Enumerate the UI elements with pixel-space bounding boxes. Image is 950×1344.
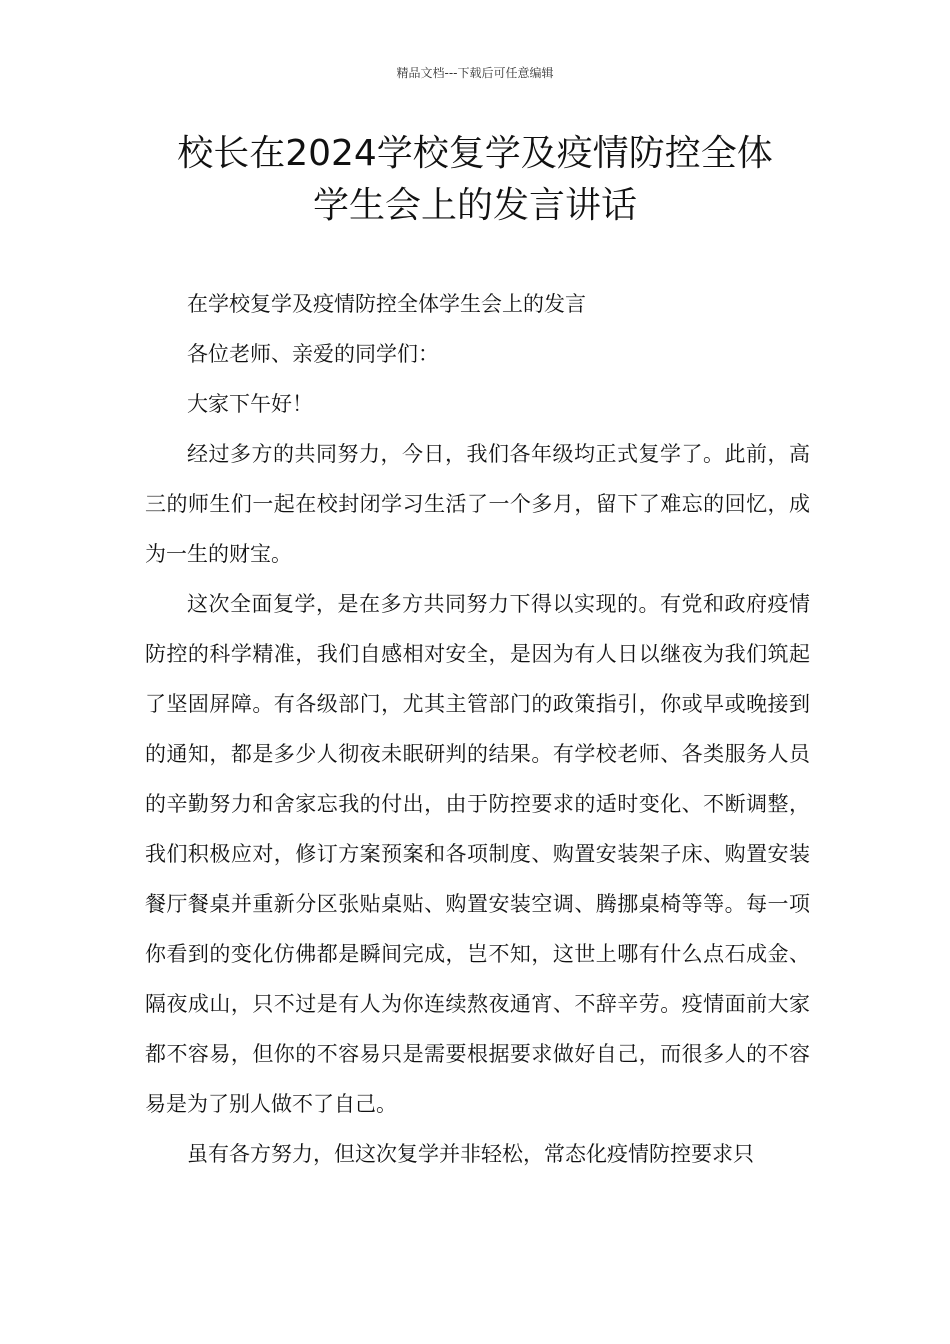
document-body — [145, 279, 810, 1179]
title-line-2: 学生会上的发言讲话 — [312, 185, 637, 226]
title-line-1: 校长在2024学校复学及疫情防控全体 — [177, 133, 773, 174]
paragraph-subtitle: 在学校复学及疫情防控全体学生会上的发言 — [187, 292, 586, 316]
header-note: 精品文档---下载后可任意编辑 — [396, 66, 554, 80]
paragraph-greeting: 大家下午好！ — [187, 392, 313, 416]
paragraph: 经过多方的共同努力，今日，我们各年级均正式复学了。此前，高三的师生们一起在校封闭学习生活了一个多月，留下了难忘的回忆，成为一生的财宝。 — [145, 442, 810, 566]
paragraph: 虽有各方努力，但这次复学并非轻松，常态化疫情防控要求只 — [187, 1142, 754, 1166]
document-title — [120, 128, 830, 232]
paragraph: 这次全面复学，是在多方共同努力下得以实现的。有党和政府疫情防控的科学精准，我们自感相对安全，是因为有人日以继夜为我们筑起了坚固屏障。有各级部门，尤其主管部门的政策指引，你或早或晚接到的通知，都是多少人彻夜未眠研判的结果。有学校老师、各类服务人员的辛勤努力和舍家忘我的付出，由于防控要求的适时变化、不断调整，我们积极应对，修订方案预案和各项制度、购置安装架子床、购置安装餐厅餐桌并重新分区张贴桌贴、购置安装空调、腾挪桌椅等等。每一项你看到的变化仿佛都是瞬间完成，岂不知，这世上哪有什么点石成金、隔夜成山，只不过是有人为你连续熬夜通宵、不辞辛劳。疫情面前大家都不容易，但你的不容易只是需要根据要求做好自己，而很多人的不容易是为了别人做不了自己。 — [145, 592, 810, 1116]
paragraph-salutation: 各位老师、亲爱的同学们： — [187, 342, 439, 366]
